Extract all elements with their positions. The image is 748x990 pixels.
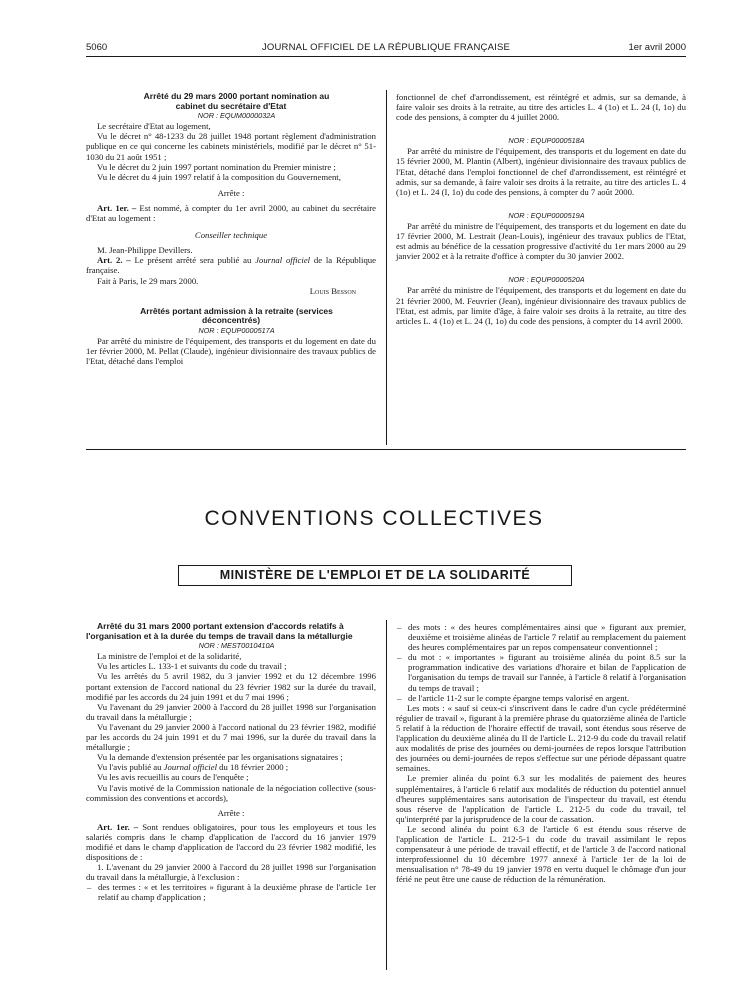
page-number: 5060 [86,42,108,53]
decree-paragraph: Vu l'avis publié au Journal officiel du 18 février 2000 ; [97,762,289,773]
decree-paragraph: Vu les avis recueillis au cours de l'enquête ; [97,772,249,783]
arrete-label: Arrête : [217,187,245,198]
article-1: Art. 1er. – Est nommé, à compter du 1er avril 2000, au cabinet du secrétaire d'Etat au logement : [86,202,377,224]
decree-paragraph: Vu le décret du 2 juin 1997 portant nomination du Premier ministre ; [97,161,336,172]
nor-reference: NOR : EQUM0000032A [197,111,276,121]
retirement-paragraph-continued: fonctionnel de chef d'arrondissement, est réintégré et admis, sur sa demande, à faire valoir ses droits à la retraite, au titre des articles L. 4 (1o) et L. 24 (I, 1o) du code des pensions, à compter du 4 juillet 2000. [396,92,686,123]
reservation-paragraph: Le premier alinéa du point 6.3 sur les modalités de paiement des heures supplémentaires, à l'article 6 relatif aux modalités de réduction du potentiel annuel d'heures supplémentaires sans autorisation de l'inspecteur du travail, est étendu sous réserve de l'application de l'article L. 212-5 du code du travail, tel qu'interprété par la jurisprudence de la cour de cassation. [396,773,686,824]
decree-paragraph: Vu les arrêtés du 5 avril 1982, du 3 janvier 1992 et du 12 décembre 1996 portant extension de l'accord national du 23 février 1982 sur la durée du travail, modifié par les accords du 24 juin 1991 et du 7 mai 1996 ; [86,671,376,702]
journal-title: JOURNAL OFFICIEL DE LA RÉPUBLIQUE FRANÇAISE [261,42,511,53]
reservation-paragraph: Le second alinéa du point 6.3 de l'article 6 est étendu sous réserve de l'application de l'article L. 212-5-1 du code du travail assimilant le repos compensateur à une période de travail effectif, et de l'article 3 de l'accord national interprofessionnel du 10 décembre 1977 annexé à l'article 1er de la loi de mensualisation n° 78-49 du 19 janvier 1978 en vertu duquel le chômage d'un jour férié ne peut être une cause de réduction de la rémunération. [396,823,686,885]
decree-paragraph: Vu la demande d'extension présentée par les organisations signataires ; [97,752,343,763]
retirement-paragraph: Par arrêté du ministre de l'équipement, des transports et du logement en date du 1er février 2000, M. Pellat (Claude), ingénieur divisionnaire des travaux publics de l'Etat, détaché dans l'emploi [86,335,376,367]
decree-paragraph: Le secrétaire d'Etat au logement, [97,121,211,132]
decree-paragraph: Vu les articles L. 133-1 et suivants du code du travail ; [97,661,287,672]
left-column-top [86,92,376,366]
reservation-paragraph: Les mots : « sauf si ceux-ci s'inscrivent dans le cadre d'un cycle prédéterminé régulier de travail », figurant à la première phrase du quatorzième alinéa de l'article 5 relatif à la réduction de l'horaire effectif de travail, sont étendus sous réserve de l'application du deuxième alinéa du II de l'article L. 212-9 du code du travail relatif aux modalités de prise des journées ou demi-journées de repos lorsque l'attribution des journées ou demi-journées de repos s'effectue sur une période dépassant quatre semaines. [396,702,686,774]
signature-place-date: Fait à Paris, le 29 mars 2000. [97,275,199,286]
role-title: Conseiller technique [194,230,268,241]
section-title: CONVENTIONS COLLECTIVES [204,507,544,530]
retirement-title: Arrêtés portant admission à la retraite (services déconcentrés) [140,305,333,326]
left-column-bottom [86,622,376,903]
decree-title: Arrêté du 29 mars 2000 portant nomination au cabinet du secrétaire d'Etat [143,91,330,111]
decree-paragraph: Vu le décret du 4 juin 1997 relatif à la composition du Gouvernement, [97,171,341,182]
retirement-paragraph: Par arrêté du ministre de l'équipement, des transports et du logement en date du 15 février 2000, M. Plantin (Albert), ingénieur divisionnaire des travaux publics de l'Etat, détaché dans l'emploi fonctionnel de chef d'arrondissement, est réintégré et admis, sur sa demande, à faire valoir ses droits à la retraite, au titre des articles L. 4 (1o) et L. 24 (I, 1o) du code des pensions, à compter du 7 août 2000. [396,146,686,197]
exclusion-item: – des mots : « des heures complémentaires ainsi que » figurant aux premier, deuxième et troisième alinéas de l'article 7 relatif au remplacement du paiement des heures complémentaires par un repos compensateur conventionnel ; [396,622,686,652]
exclusion-item: – du mot : « importantes » figurant au troisième alinéa du point 8.5 sur la programmation indicative des variations d'horaire et bilan de l'application de l'organisation du temps de travail sur l'année, à l'article 8 relatif à l'organisation du temps de travail ; [396,652,686,692]
retirement-paragraph: Par arrêté du ministre de l'équipement, des transports et du logement en date du 21 février 2000, M. Feuvrier (Jean), ingénieur divisionnaire des travaux publics de l'Etat, est admis, par limite d'âge, à faire valoir ses droits à la retraite, au titre des articles L. 4 (1o) et L. 24 (I, 1o) du code des pensions, à compter du 14 avril 2000. [396,285,686,326]
retirement-paragraph: Par arrêté du ministre de l'équipement, des transports et du logement en date du 17 février 2000, M. Lestrait (Jean-Louis), ingénieur des travaux publics de l'Etat, est admis au bénéfice de la cessation progressive d'activité du 1er mars 2000 au 29 janvier 2002 et à la retraite d'office à compter du 30 janvier 2002. [396,220,686,262]
exclusion-item: – des termes : « et les territoires » figurant à la deuxième phrase de l'article 1er relatif au champ d'application ; [86,882,376,902]
decree-paragraph: La ministre de l'emploi et de la solidarité, [97,651,242,662]
header-rule [86,56,686,57]
right-column-top [396,92,686,326]
ministry-banner: MINISTÈRE DE L'EMPLOI ET DE LA SOLIDARITÉ [178,565,572,586]
item-1: 1. L'avenant du 29 janvier 2000 à l'accord du 28 juillet 1998 sur l'organisation du travail dans la métallurgie, à l'exclusion : [86,862,376,883]
nor-reference: NOR : MEST0010410A [198,641,275,651]
column-divider-top [386,90,387,445]
article-1: Art. 1er. – Sont rendues obligatoires, pour tous les employeurs et tous les salariés compris dans le champ d'application de l'accord du 16 janvier 1979 modifié et dans le champ d'application de l'accord du 23 février 1982 modifié, les dispositions de : [86,821,376,863]
decree-paragraph: Vu l'avenant du 29 janvier 2000 à l'accord national du 23 février 1982, modifié par les accords du 24 juin 1991 et du 7 mai 1996, sur la durée du travail dans la métallurgie ; [86,721,376,753]
decree-paragraph: Vu l'avenant du 29 janvier 2000 à l'accord du 28 juillet 1998 sur l'organisation du travail dans la métallurgie ; [86,701,376,722]
right-column-bottom [396,622,686,884]
nor-reference: NOR : EQUP0000517A [198,325,275,335]
decree-paragraph: Vu l'avis motivé de la Commission nationale de la négociation collective (sous-commission des conventions et accords), [86,782,376,803]
issue-date: 1er avril 2000 [628,42,686,53]
nor-reference: NOR : EQUP0000520A [508,275,585,285]
decree-paragraph: Vu le décret n° 48-1233 du 28 juillet 1948 portant règlement d'administration publique en ce qui concerne les cabinets ministériels, modifié par le décret n° 51-1030 du 21 août 1951 ; [86,131,376,162]
section-rule [86,449,686,450]
nor-reference: NOR : EQUP0000519A [508,210,585,220]
signature-name: Louis Besson [309,285,356,296]
column-divider-bottom [386,620,387,970]
nor-reference: NOR : EQUP0000518A [508,136,585,146]
article-2: Art. 2. – Le présent arrêté sera publié au Journal officiel de la République française. [86,255,377,276]
exclusion-item: – de l'article 11-2 sur le compte épargne temps valorisé en argent. [396,693,686,703]
appointee-name: M. Jean-Philippe Devillers. [97,245,193,256]
arrete-label: Arrête : [217,807,245,818]
decree-title: Arrêté du 31 mars 2000 portant extension d'accords relatifs à l'organisation et à la durée du temps de travail dans la métallurgie [86,621,353,641]
